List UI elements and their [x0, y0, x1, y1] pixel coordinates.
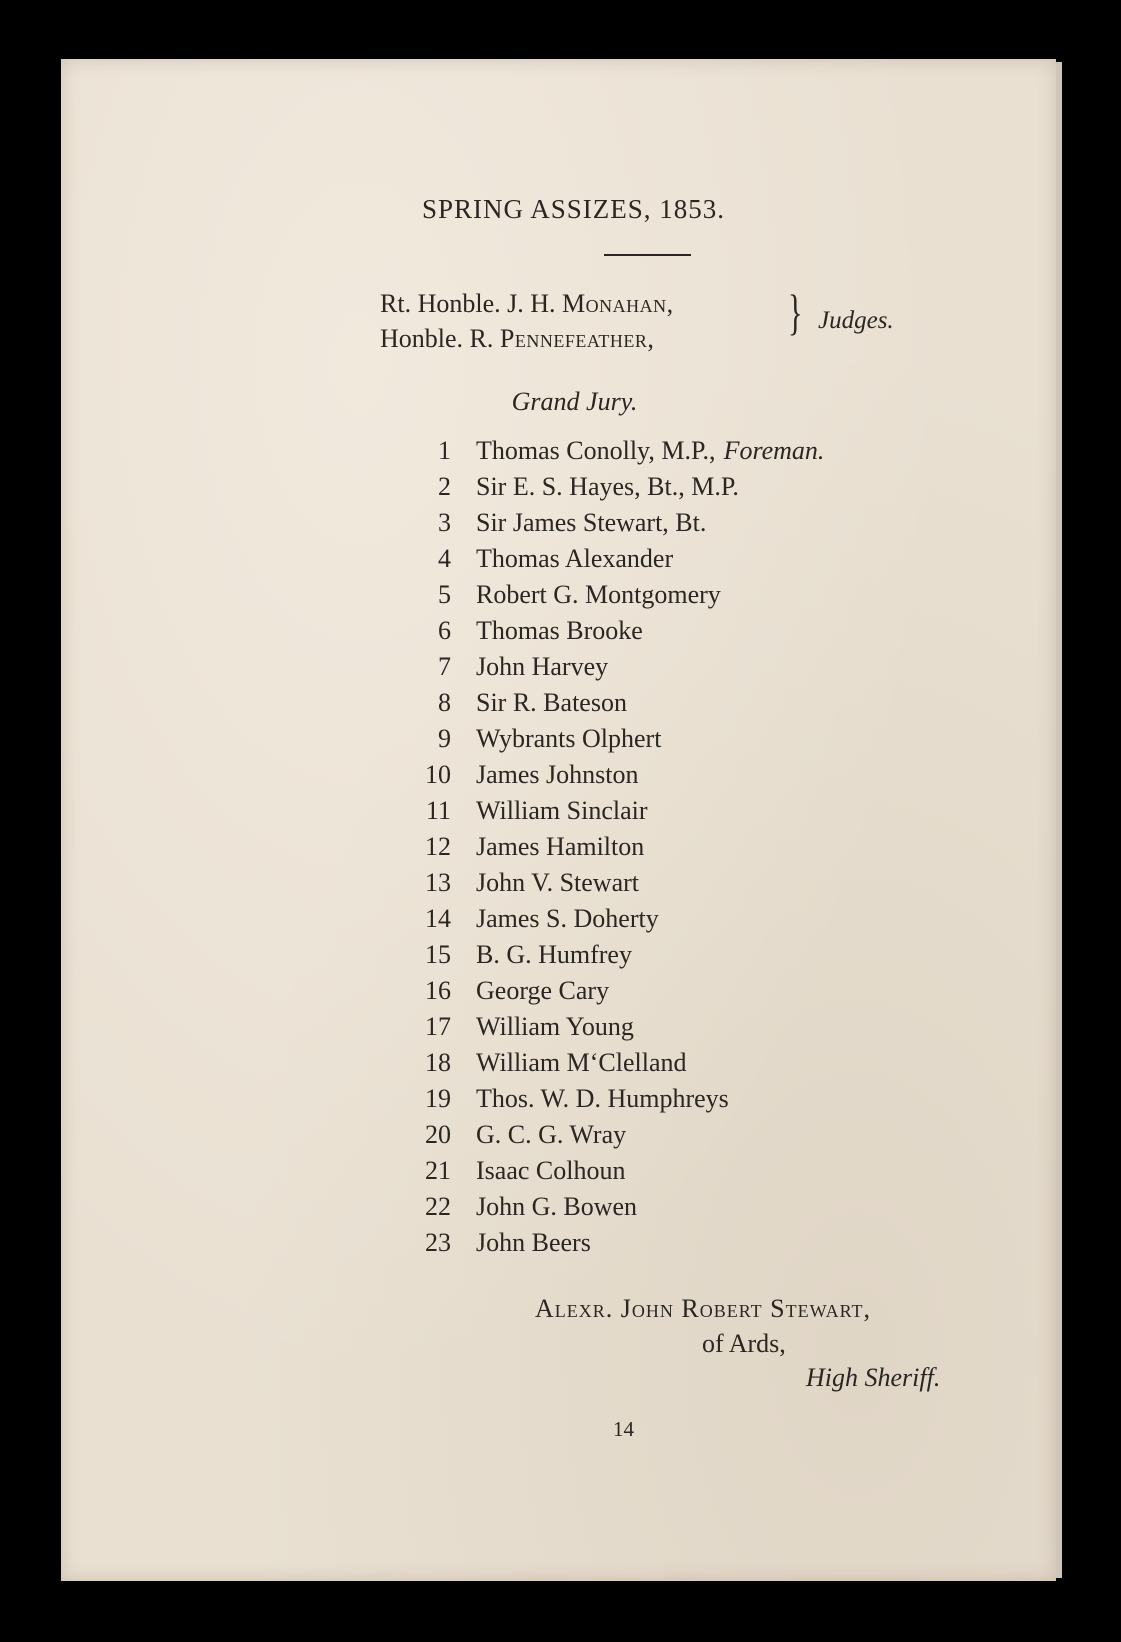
juror-name: George Cary: [476, 976, 610, 1005]
juror-number: 9: [438, 724, 451, 753]
judge-surname: Pennefeather,: [499, 324, 655, 353]
list-item: [411, 469, 824, 505]
list-item: [411, 649, 824, 685]
judge-entry-monahan: [380, 289, 674, 319]
juror-number: 17: [425, 1012, 451, 1041]
juror-name: B. G. Humfrey: [476, 940, 632, 969]
list-item: [411, 685, 824, 721]
list-item: [411, 505, 824, 541]
page-edge: [1056, 62, 1062, 1578]
juror-number: 21: [425, 1156, 451, 1185]
juror-number: 7: [438, 652, 451, 681]
juror-number: 3: [438, 508, 451, 537]
grand-jury-list: [411, 433, 824, 1261]
juror-name: Thomas Brooke: [476, 616, 643, 645]
page-number: 14: [613, 1417, 634, 1441]
juror-name: William Sinclair: [476, 796, 648, 825]
judge-entry-pennefeather: [380, 324, 654, 354]
juror-number: 6: [438, 616, 451, 645]
list-item: [411, 865, 824, 901]
judge-prefix: Honble. R.: [380, 324, 500, 353]
juror-number: 11: [425, 796, 451, 825]
juror-name: Isaac Colhoun: [476, 1156, 626, 1185]
juror-name: Thos. W. D. Humphreys: [476, 1084, 729, 1113]
juror-name: Wybrants Olphert: [476, 724, 662, 753]
juror-name: James S. Doherty: [476, 904, 659, 933]
juror-number: 2: [438, 472, 451, 501]
juror-name: Robert G. Montgomery: [476, 580, 721, 609]
book-page: [61, 59, 1056, 1581]
juror-name: John Harvey: [476, 652, 609, 681]
juror-name: John G. Bowen: [476, 1192, 638, 1221]
juror-number: 13: [425, 868, 451, 897]
juror-number: 16: [425, 976, 451, 1005]
list-item: [411, 973, 824, 1009]
juror-name: William Young: [476, 1012, 634, 1041]
list-item: [411, 1081, 824, 1117]
list-item: [411, 541, 824, 577]
list-item: [411, 433, 824, 469]
juror-name: Sir R. Bateson: [476, 688, 627, 717]
juror-number: 14: [425, 904, 451, 933]
high-sheriff-title: High Sheriff.: [806, 1363, 941, 1392]
juror-number: 10: [425, 760, 451, 789]
juror-name: William M‘Clelland: [476, 1048, 687, 1077]
list-item: [411, 793, 824, 829]
list-item: [411, 577, 824, 613]
juror-number: 22: [425, 1192, 451, 1221]
list-item: [411, 613, 824, 649]
juror-name: Sir E. S. Hayes, Bt., M.P.: [476, 472, 739, 501]
judges-label: Judges.: [818, 307, 894, 334]
list-item: [411, 1045, 824, 1081]
judge-surname: Monahan,: [562, 289, 674, 318]
juror-number: 4: [438, 544, 451, 573]
juror-name: Thomas Alexander: [476, 544, 674, 573]
list-item: [411, 1153, 824, 1189]
judge-prefix: Rt. Honble. J. H.: [380, 289, 562, 318]
juror-number: 18: [425, 1048, 451, 1077]
juror-name: James Johnston: [476, 760, 639, 789]
juror-name: G. C. G. Wray: [476, 1120, 627, 1149]
juror-number: 23: [425, 1228, 451, 1257]
heading-rule: [604, 254, 691, 256]
list-item: [411, 721, 824, 757]
juror-name: Thomas Conolly, M.P.,: [476, 436, 716, 465]
juror-number: 15: [425, 940, 451, 969]
list-item: [411, 1225, 824, 1261]
page-heading: SPRING ASSIZES, 1853.: [421, 194, 726, 224]
judges-brace: }: [788, 284, 803, 340]
juror-name: Sir James Stewart, Bt.: [476, 508, 707, 537]
list-item: [411, 901, 824, 937]
juror-name: John Beers: [476, 1228, 591, 1257]
juror-number: 12: [425, 832, 451, 861]
list-item: [411, 1117, 824, 1153]
juror-number: 19: [425, 1084, 451, 1113]
juror-number: 8: [438, 688, 451, 717]
list-item: [411, 757, 824, 793]
juror-number: 5: [438, 580, 451, 609]
list-item: [411, 829, 824, 865]
juror-number: 1: [438, 436, 451, 465]
juror-name: James Hamilton: [476, 832, 645, 861]
juror-number: 20: [425, 1120, 451, 1149]
list-item: [411, 1009, 824, 1045]
high-sheriff-place: of Ards,: [702, 1329, 786, 1358]
juror-role: Foreman.: [723, 436, 825, 465]
grand-jury-heading: Grand Jury.: [511, 387, 638, 416]
list-item: [411, 937, 824, 973]
list-item: [411, 1189, 824, 1225]
high-sheriff-name: Alexr. John Robert Stewart,: [535, 1294, 872, 1323]
juror-name: John V. Stewart: [476, 868, 639, 897]
